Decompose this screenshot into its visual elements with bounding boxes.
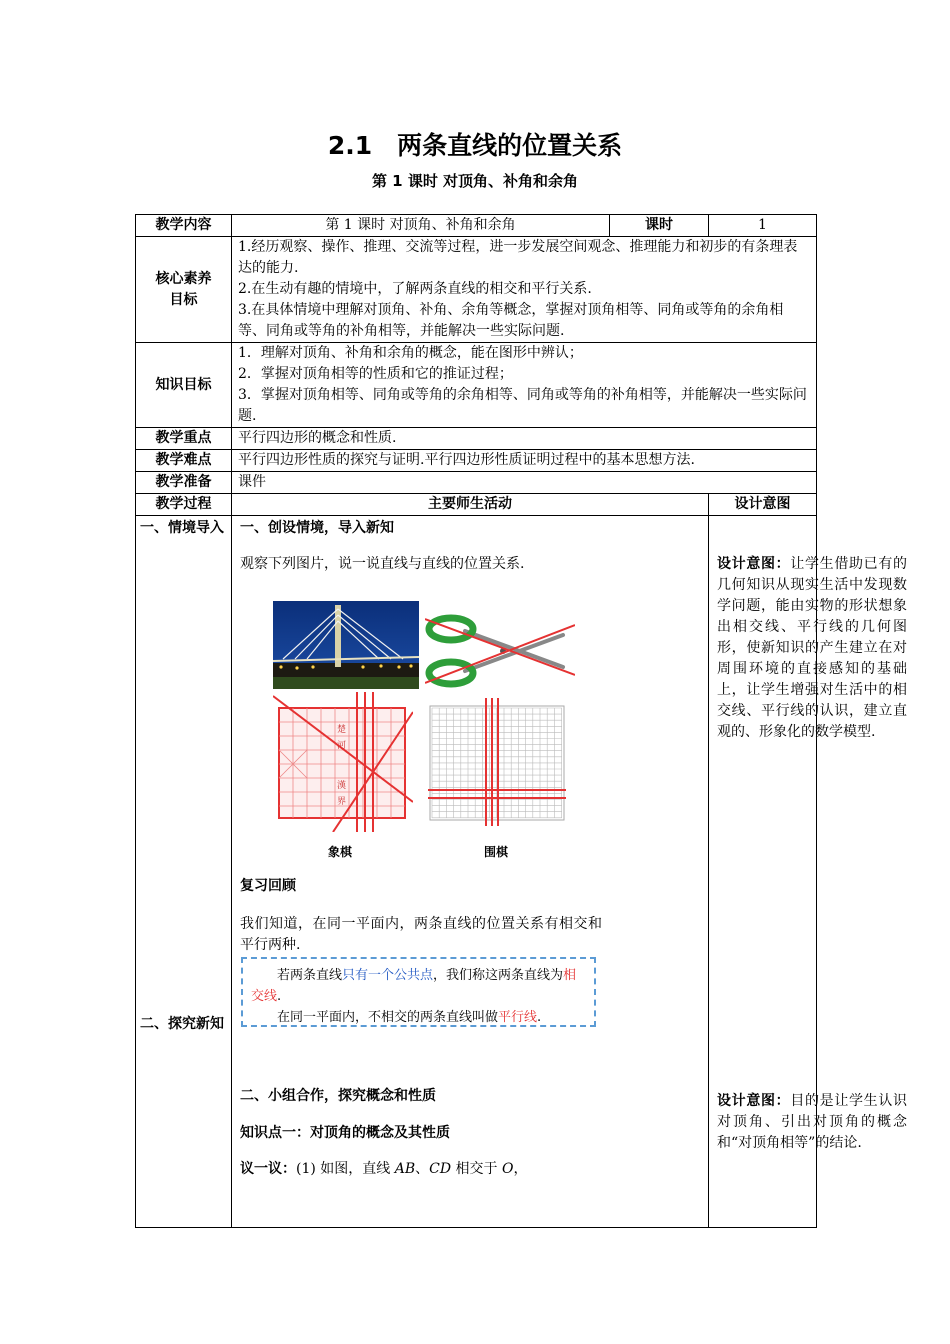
knowledge-item: 1．理解对顶角、补角和余角的概念，能在图形中辨认； (238, 345, 583, 361)
design-text: 目的是让学生认识对顶角、引出对顶角的概念和“对顶角相等”的结论. (717, 1093, 908, 1151)
stage-column (136, 516, 232, 1228)
knowledge-content (232, 343, 817, 428)
knowledge-label: 知识目标 (136, 343, 232, 428)
design-label: 设计意图： (717, 556, 791, 572)
discuss-label: 议一议： (240, 1161, 296, 1177)
difficulty-value: 平行四边形性质的探究与证明.平行四边形性质证明过程中的基本思想方法. (232, 450, 817, 472)
core-item: 2.在生动有趣的情境中，了解两条直线的相交和平行关系. (238, 281, 592, 297)
page-subtitle: 第 1 课时 对顶角、补角和余角 (371, 172, 579, 190)
def-text: . (537, 1010, 542, 1025)
point-o: O (501, 1161, 514, 1177)
knowledge-item: 3．掌握对顶角相等、同角或等角的余角相等、同角或等角的补角相等，并能解决一些实际问题. (238, 387, 807, 424)
process-col-activity: 主要师生活动 (232, 494, 709, 516)
prep-value: 课件 (232, 472, 817, 494)
prep-label: 教学准备 (136, 472, 232, 494)
content-label: 教学内容 (136, 215, 232, 237)
def-text: 在同一平面内，不相交的两条直线叫做 (277, 1010, 499, 1025)
knowledge-item: 2．掌握对顶角相等的性质和它的推证过程； (238, 366, 513, 382)
design-column (709, 516, 908, 1228)
def-highlight: 只有一个公共点 (342, 968, 434, 983)
design-note-2 (717, 1091, 907, 1154)
chess-char: 河 (337, 741, 347, 751)
bridge-photo (273, 601, 419, 689)
key-value: 平行四边形的概念和性质. (232, 428, 817, 450)
line-ab: AB (394, 1161, 416, 1177)
stage-explore: 二、探究新知 (140, 1016, 224, 1032)
design-col-label: 设计意图 (734, 496, 791, 512)
period-label: 课时 (610, 215, 709, 237)
section1-title: 一、创设情境，导入新知 (240, 520, 394, 536)
core-content (232, 237, 817, 343)
definition-line1 (251, 965, 586, 1007)
discuss-text: ， (513, 1161, 528, 1177)
stage-intro: 一、情境导入 (140, 520, 224, 536)
process-col-stage: 教学过程 (136, 494, 232, 516)
def-text: . (277, 989, 282, 1004)
content-value: 第 1 课时 对顶角、补角和余角 (232, 215, 610, 237)
activity-column (232, 516, 709, 1228)
discuss-text: (1) 如图，直线 (296, 1161, 395, 1177)
page-title: 2.1 两条直线的位置关系 (327, 131, 623, 160)
review-title: 复习回顾 (240, 878, 296, 894)
core-item: 3.在具体情境中理解对顶角、补角、余角等概念，掌握对顶角相等、同角或等角的余角相等、同角或等角的补角相等，并能解决一些实际问题. (238, 302, 784, 339)
section2-title: 二、小组合作，探究概念和性质 (240, 1088, 436, 1104)
discuss-text: 相交于 (451, 1161, 502, 1177)
discuss-text: 、 (415, 1161, 430, 1177)
design-note-1 (717, 554, 907, 743)
def-term-intersecting: 相交线 (251, 968, 577, 1004)
def-term-parallel: 平行线 (498, 1010, 538, 1025)
xiangqi-board-image (273, 692, 413, 832)
process-col-design (709, 494, 817, 516)
scissors-image (425, 611, 575, 691)
def-text: ，我们称这两条直线为 (433, 968, 564, 983)
observe-text: 观察下列图片，说一说直线与直线的位置关系. (240, 556, 525, 572)
difficulty-label: 教学难点 (136, 450, 232, 472)
design-text: 让学生借助已有的几何知识从现实生活中发现数学问题，能由实物的形状想象出相交线、平行线的几何图形，使新知识的产生建立在对周围环境的直接感知的基础上，让学生增强对生活中的相交线、平行线的认识，建立直观的、形象化的数学模型. (717, 556, 908, 740)
definition-line2 (251, 1007, 586, 1028)
key-label: 教学重点 (136, 428, 232, 450)
definition-box (241, 957, 596, 1027)
review-text: 我们知道，在同一平面内，两条直线的位置关系有相交和平行两种. (240, 916, 602, 953)
line-cd: CD (429, 1161, 452, 1177)
def-text: 若两条直线 (277, 968, 343, 983)
chess-char: 楚 (337, 725, 347, 735)
chess-char: 漢 (337, 781, 347, 791)
chess-caption: 象棋 (328, 845, 353, 859)
chess-char: 界 (337, 797, 347, 807)
design-label: 设计意图： (717, 1093, 791, 1109)
go-caption: 围棋 (484, 845, 509, 859)
period-value: 1 (709, 215, 817, 237)
core-item: 1.经历观察、操作、推理、交流等过程，进一步发展空间观念、推理能力和初步的有条理表达的能力. (238, 239, 798, 276)
lesson-plan-table (135, 214, 908, 1228)
go-board-image (428, 698, 566, 826)
core-label: 核心素养目标 (136, 237, 232, 343)
discuss-line (240, 1159, 527, 1180)
knowledge-point-1: 知识点一：对顶角的概念及其性质 (240, 1125, 450, 1141)
